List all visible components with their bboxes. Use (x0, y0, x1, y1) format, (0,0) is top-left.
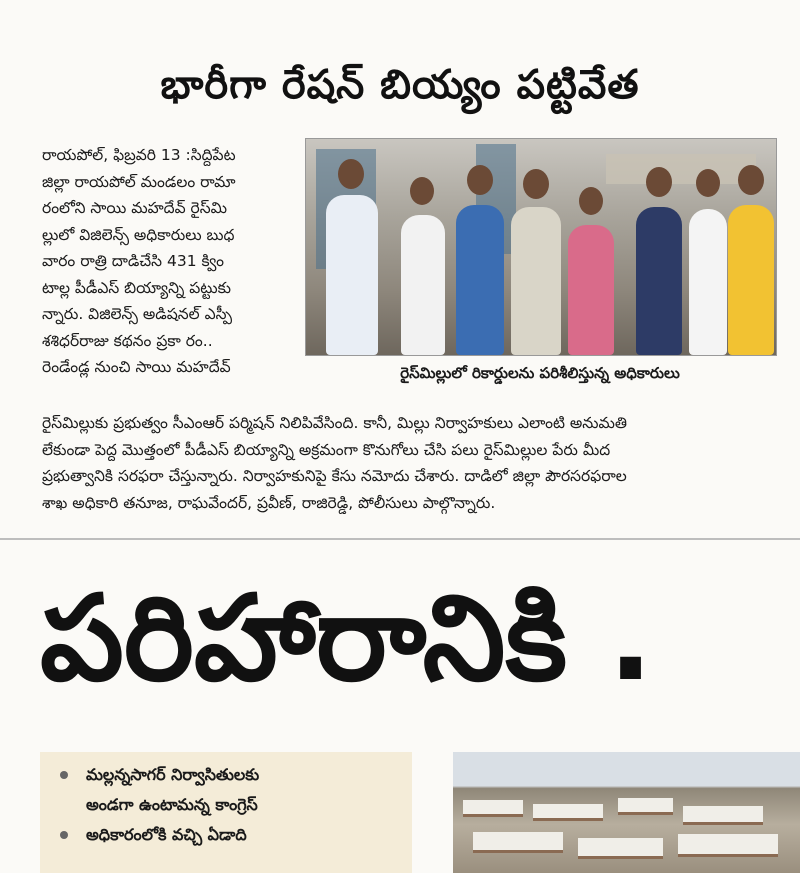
article-line: న్నారు. విజిలెన్స్ అడిషనల్ ఎస్పీ (42, 305, 233, 323)
highlights-box (40, 752, 412, 873)
article-line: ల్లులో విజిలెన్స్ అధికారులు బుధ (42, 225, 235, 244)
article-line: రెండేండ్ల నుంచి సాయి మహదేవ్ (42, 358, 231, 376)
highlight-text: అండగా ఉంటామన్న కాంగ్రెస్ (86, 795, 258, 814)
highlight-text: మల్లన్నసాగర్ నిర్వాసితులకు (86, 765, 260, 784)
article-line: రైస్‌మిల్లుకు ప్రభుత్వం సీఎంఆర్ పర్మిషన్ నిలిపివేసింది. కానీ, మిల్లు నిర్వాహకులు ఎలాంటి అనుమతి (42, 414, 628, 432)
article-line: లేకుండా పెద్ద మొత్తంలో పీడీఎస్ బియ్యాన్ని అక్రమంగా కొనుగోలు చేసి పలు రైస్‌మిల్లుల పేరు మీద (42, 440, 611, 459)
bullet-icon (60, 771, 68, 779)
article-line: రంలోని సాయి మహదేవ్ రైస్‌మి (42, 199, 228, 217)
article-line: జిల్లా రాయపోల్ మండలం రామా (42, 172, 236, 191)
article-continuation (42, 410, 782, 516)
bullet-icon (60, 831, 68, 839)
housing-colony-photo (453, 752, 800, 873)
article-line: వారం రాత్రి దాడిచేసి 431 క్విం (42, 252, 224, 270)
article-headline: భారీగా రేషన్ బియ్యం పట్టివేత (160, 62, 640, 108)
article-line: టాల్ల పీడీఎస్ బియ్యాన్ని పట్టుకు (42, 278, 232, 297)
second-article-headline: పరిహారానికి . (40, 569, 654, 707)
article-line: రాయపోల్, ఫిబ్రవరి 13 :సిద్దిపేట (42, 146, 236, 164)
article-left-column (42, 142, 302, 381)
highlight-item (40, 760, 412, 790)
rice-mill-inspection-photo (305, 138, 777, 356)
section-divider (0, 538, 800, 540)
highlight-text: అధికారంలోకి వచ్చి ఏడాది (86, 825, 247, 844)
photo-caption: రైస్‌మిల్లులో రికార్డులను పరిశీలిస్తున్న అధికారులు (400, 364, 680, 382)
article-line: ప్రభుత్వానికి సరఫరా చేస్తున్నారు. నిర్వాహకునిపై కేసు నమోదు చేశారు. దాడిలో జిల్లా పౌరసరఫరాల (42, 467, 627, 485)
article-line: శశిధర్‌రాజు కథనం ప్రకా రం.. (42, 331, 213, 350)
highlight-item (40, 820, 412, 850)
article-line: శాఖ అధికారి తనూజ, రాఘవేందర్, ప్రవీణ్, రాజిరెడ్డి, పోలీసులు పాల్గొన్నారు. (42, 493, 496, 512)
highlight-item (40, 790, 412, 820)
